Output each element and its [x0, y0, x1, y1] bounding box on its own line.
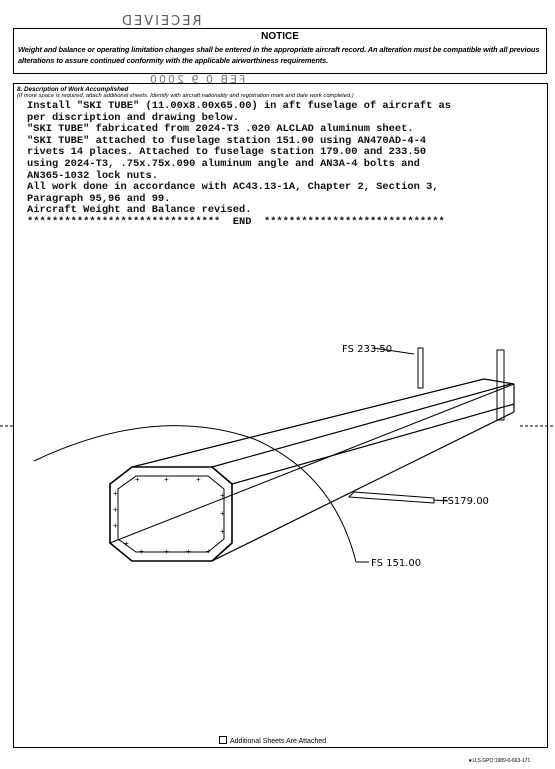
svg-text:+: + [135, 475, 140, 484]
svg-text:+: + [164, 475, 169, 484]
svg-text:+: + [206, 547, 211, 556]
tube-front-inner [118, 476, 224, 552]
work-line: ******************************* END ***************************** [27, 215, 445, 228]
fs179-bracket [349, 492, 434, 503]
fs179-label: FS179.00 [442, 496, 489, 507]
received-date-stamp: FEB 0 9 2000 [148, 73, 246, 86]
fs151-label: FS 151.00 [371, 558, 422, 569]
work-line: Install "SKI TUBE" (11.00x8.00x65.00) in aft fuselage of aircraft as [27, 100, 452, 112]
additional-sheets-option[interactable] [219, 736, 326, 745]
tube-diagonal [110, 384, 514, 543]
fs233-label: FS 233.50 [342, 344, 393, 355]
notice-text: Weight and balance or operating limitation changes shall be entered in the appropriate aircraft record. An alteration must be compatible with all previous alterations to assure continued conformity with the applicable airworthiness requirements. [18, 45, 540, 65]
tube-rear-end [484, 379, 514, 384]
svg-text:+: + [113, 505, 118, 514]
work-line: Paragraph 95,96 and 99. [27, 192, 171, 205]
work-line: AN365-1032 lock nuts. [27, 169, 158, 182]
fs233-post-left [418, 348, 423, 388]
svg-text:+: + [139, 547, 144, 556]
additional-sheets-label: Additional Sheets Are Attached [230, 738, 327, 745]
tube-bottom-edge [212, 412, 514, 561]
svg-text:+: + [196, 475, 201, 484]
svg-text:+: + [113, 521, 118, 530]
work-line: "SKI TUBE" attached to fuselage station 151.00 using AN470AD-4-4 [27, 134, 427, 147]
svg-text:+: + [113, 489, 118, 498]
form-number: ★U.S.GPO:1989-0-663-171 [468, 758, 531, 764]
svg-text:+: + [220, 509, 225, 518]
work-line: per discription and drawing below. [27, 111, 240, 124]
svg-text:+: + [220, 527, 225, 536]
work-line: using 2024-T3, .75x.75x.090 aluminum angle and AN3A-4 bolts and [27, 157, 420, 170]
work-line: rivets 14 places. Attached to fuselage station 179.00 and 233.50 [27, 146, 427, 159]
section-subheading: (If more space is required, attach additional sheets. Identify with aircraft nationality and registration mark and date work completed.) [17, 93, 354, 99]
additional-sheets-checkbox[interactable] [219, 736, 227, 744]
section-heading: 8. Description of Work Accomplished [17, 86, 129, 93]
work-line: All work done in accordance with AC43.13-1A, Chapter 2, Section 3, [27, 181, 439, 194]
fs233-post-right [497, 350, 504, 420]
received-stamp: RECEIVED [120, 14, 202, 29]
svg-text:+: + [186, 547, 191, 556]
ski-tube-drawing [14, 84, 549, 749]
svg-text:+: + [124, 539, 129, 548]
work-line: Aircraft Weight and Balance revised. [27, 204, 252, 217]
svg-text:+: + [164, 547, 169, 556]
notice-title: NOTICE [261, 31, 299, 42]
svg-text:+: + [220, 491, 225, 500]
work-line: "SKI TUBE" fabricated from 2024-T3 .020 ALCLAD aluminum sheet. [27, 123, 414, 136]
rivet-marks [113, 475, 225, 556]
work-description-section [13, 83, 548, 748]
notice-box [13, 28, 547, 74]
scan-dash-line [0, 420, 555, 432]
fs151-arc [34, 426, 356, 562]
tube-right-edge [232, 404, 514, 484]
